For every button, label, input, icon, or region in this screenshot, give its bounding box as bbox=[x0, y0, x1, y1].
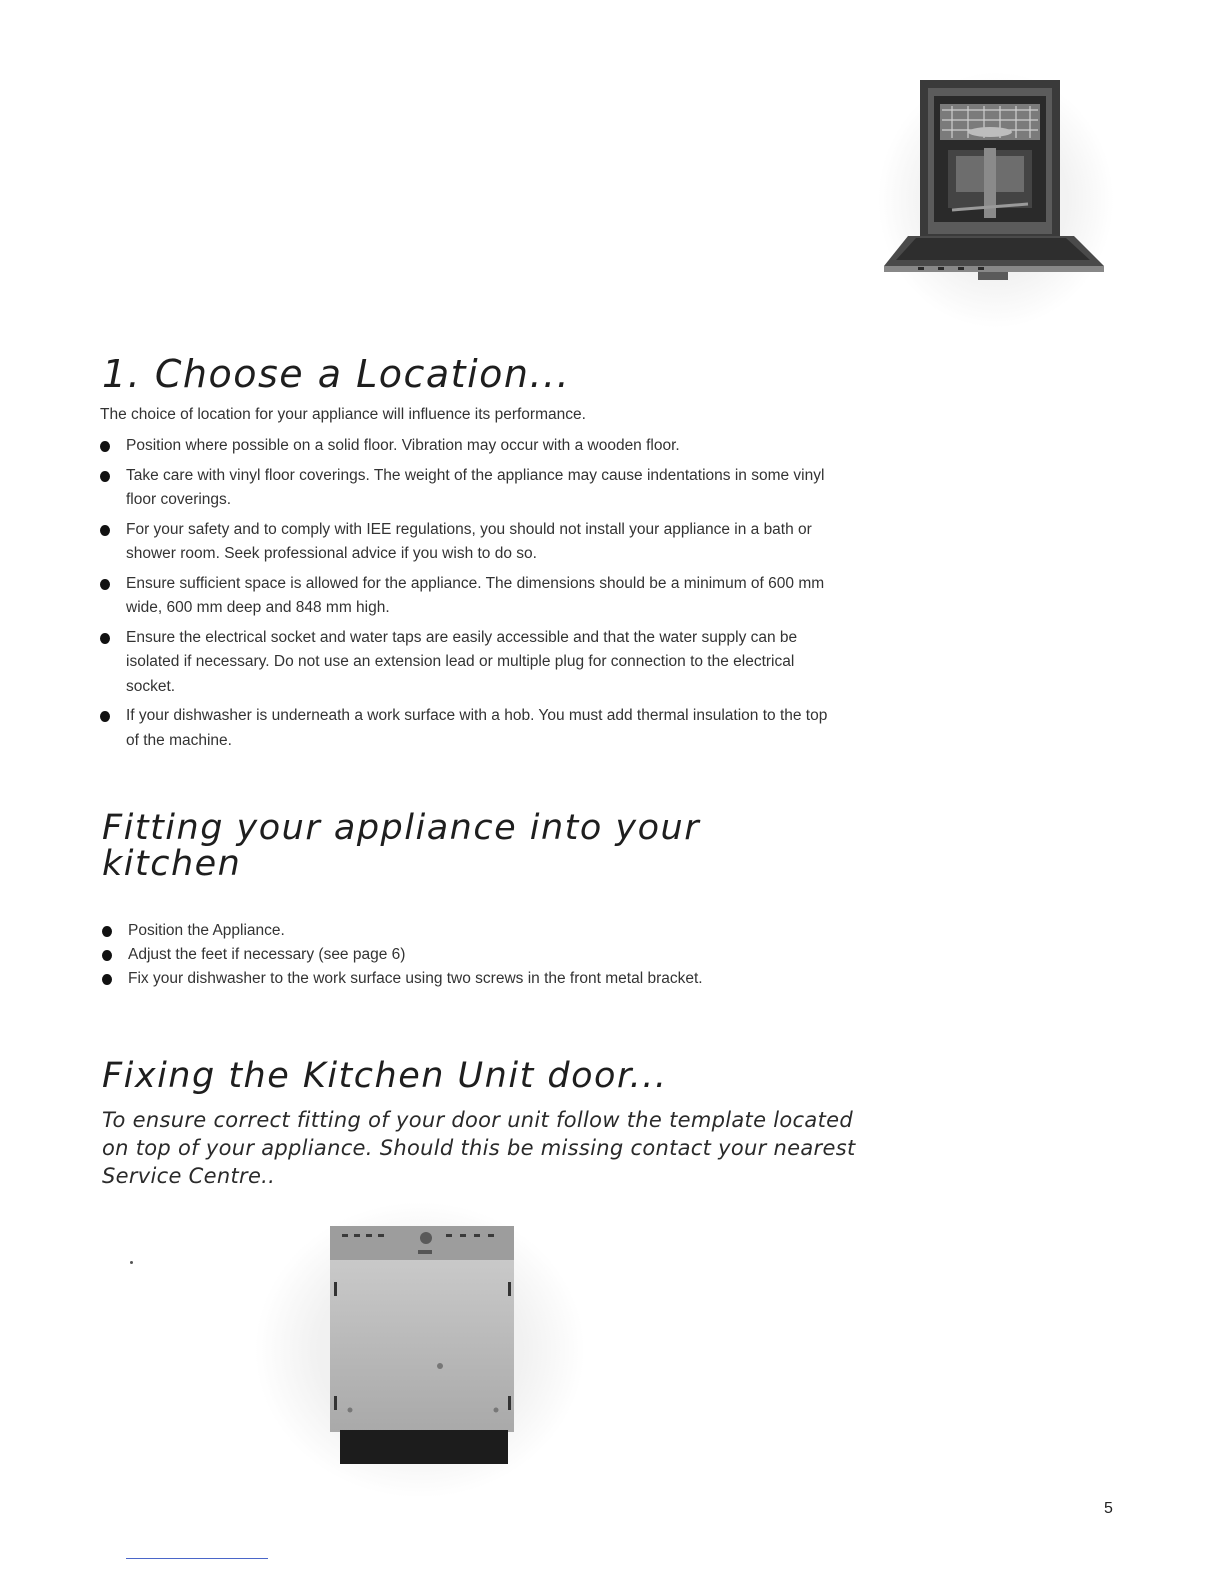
list-item bbox=[102, 967, 822, 991]
bullet-text: For your safety and to comply with IEE regulations, you should not install your appliance in a bath or shower room. Seek professional advice if you wish to do so. bbox=[126, 520, 812, 562]
section-heading-fitting-appliance: Fitting your appliance into your kitchen bbox=[102, 808, 701, 884]
bullet-icon bbox=[102, 950, 112, 961]
bullet-icon bbox=[100, 525, 110, 536]
list-item bbox=[100, 518, 840, 567]
bullet-text: Ensure sufficient space is allowed for the appliance. The dimensions should be a minimum of 600 mm wide, 600 mm deep and 848 mm high. bbox=[126, 574, 825, 616]
bullet-icon bbox=[102, 926, 112, 937]
bullet-text: Adjust the feet if necessary (see page 6) bbox=[128, 946, 406, 963]
section-intro: The choice of location for your appliance will influence its performance. bbox=[100, 406, 586, 423]
door-fitting-instructions: To ensure correct fitting of your door unit follow the template located on top of your appliance. Should this be missing contact your nearest Service Centre.. bbox=[102, 1108, 856, 1188]
bullet-icon bbox=[100, 471, 110, 482]
footer-rule bbox=[126, 1558, 268, 1559]
list-item bbox=[100, 464, 840, 513]
bullet-text: If your dishwasher is underneath a work surface with a hob. You must add thermal insulation to the top of the machine. bbox=[126, 707, 828, 749]
list-item bbox=[102, 943, 822, 967]
dishwasher-open-door-image bbox=[868, 70, 1118, 340]
scan-speck bbox=[130, 1261, 133, 1264]
dishwasher-front-image bbox=[250, 1200, 590, 1500]
list-item bbox=[100, 572, 840, 621]
section-heading-fixing-door: Fixing the Kitchen Unit door... bbox=[102, 1056, 668, 1096]
bullet-icon bbox=[100, 711, 110, 722]
page-number: 5 bbox=[1104, 1500, 1113, 1517]
list-item bbox=[100, 434, 840, 459]
bullet-icon bbox=[102, 974, 112, 985]
list-item bbox=[100, 626, 840, 700]
list-item bbox=[102, 919, 822, 943]
bullet-text: Take care with vinyl floor coverings. The weight of the appliance may cause indentations in some vinyl floor coverings. bbox=[126, 466, 825, 508]
bullet-text: Position where possible on a solid floor. Vibration may occur with a wooden floor. bbox=[126, 437, 680, 454]
list-item bbox=[100, 704, 840, 753]
section-heading-choose-location: 1. Choose a Location... bbox=[102, 352, 571, 396]
bullet-text: Position the Appliance. bbox=[128, 922, 285, 939]
bullet-text: Fix your dishwasher to the work surface using two screws in the front metal bracket. bbox=[128, 970, 703, 987]
bullet-icon bbox=[100, 579, 110, 590]
bullet-text: Ensure the electrical socket and water taps are easily accessible and that the water supply can be isolated if necessary. Do not use an extension lead or multiple plug for connection to the electrical socket. bbox=[126, 628, 798, 695]
fitting-bullet-list bbox=[102, 919, 822, 991]
bullet-icon bbox=[100, 441, 110, 452]
bullet-icon bbox=[100, 633, 110, 644]
location-bullet-list bbox=[100, 434, 840, 758]
